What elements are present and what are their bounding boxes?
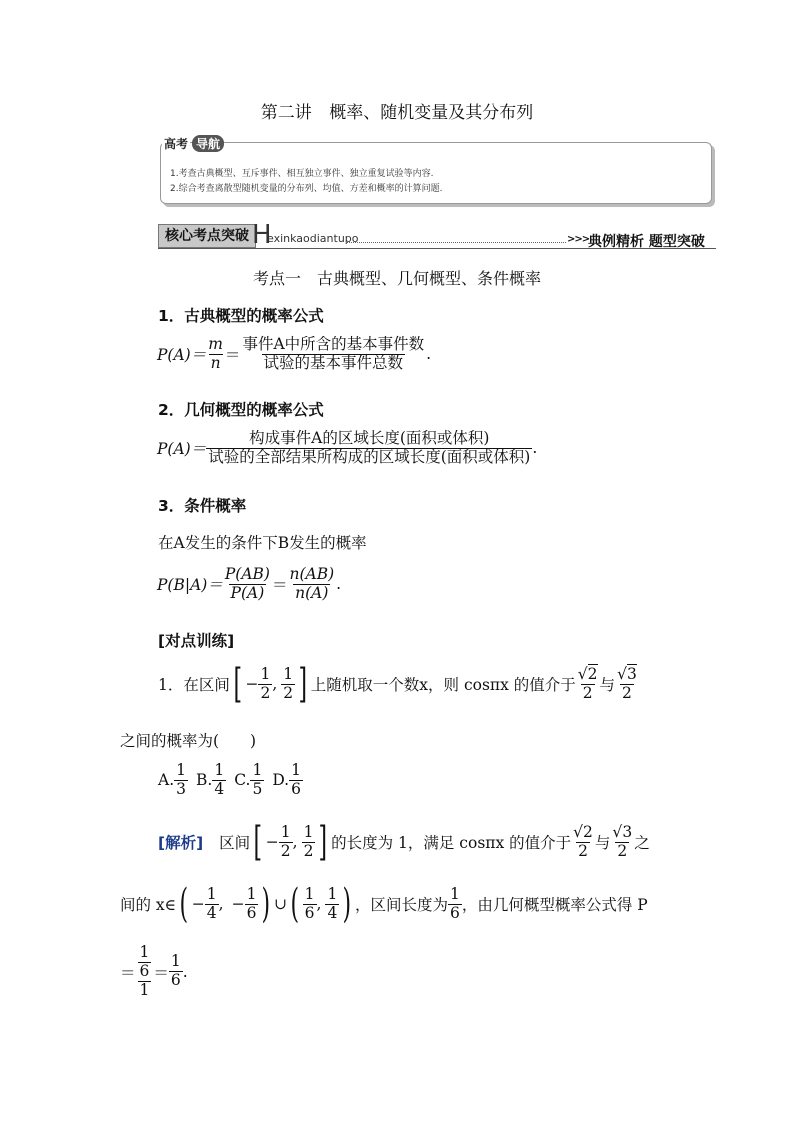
question-1-options (158, 762, 303, 799)
question-1: 1．在区间 [ − $\frac{1}{2}$ , $\frac{1}{2}$ ] 上随机取一个数x，则 cosπx 的值介于 $\frac{√2}{2}$ 与 $\frac{√3}{2}$ (158, 661, 637, 707)
conditional-text: 在A发生的条件下B发生的概率 (158, 534, 367, 552)
guide-tab-part1: 高考 (164, 136, 189, 151)
formula-classical: P(A)＝ $\frac{m}{n}$ ＝ $\frac{\text{事件A中所含的基本事件数}}{\text{试验的基本事件总数}}$ . (157, 335, 432, 372)
lecture-topic: 概率、随机变量及其分布列 (329, 103, 534, 123)
core-banner-arrows: >>> (567, 234, 590, 245)
guide-tab-part2: 导航 (192, 135, 224, 152)
core-banner-right-text: 典例精析 题型突破 (588, 234, 705, 250)
nested-fraction: $\frac{\frac{1}{6}}{1}$ (139, 943, 150, 999)
question-1-line2: 之间的概率为( ) (120, 732, 257, 750)
f1-frac-text: $\frac{\text{事件A中所含的基本事件数}}{\text{试验的基本事件总数}}$ (242, 335, 425, 372)
heading-geometric: 2．几何概型的概率公式 (158, 401, 324, 419)
option-d: D. $\frac{1}{6}$ (272, 761, 301, 798)
exam-guide-tab (162, 134, 224, 152)
practice-heading: [对点训练] (158, 632, 235, 650)
section-title: 考点一 古典概型、几何概型、条件概率 (252, 269, 541, 288)
heading-conditional: 3．条件概率 (158, 497, 247, 515)
formula-conditional: P(B|A)＝ $\frac{P(AB)}{P(A)}$ ＝ $\frac{n(AB)}{n(A)}$ . (157, 565, 342, 602)
formula-geometric: P(A)＝ $\frac{\text{构成事件A的区域长度(面积或体积)}}{\text{试验的全部结果所构成的区域长度(面积或体积)}}$ . (157, 429, 538, 466)
option-a: A. $\frac{1}{3}$ (158, 761, 186, 798)
f2-frac: $\frac{\text{构成事件A的区域长度(面积或体积)}}{\text{试验的全部结果所构成的区域长度(面积或体积)}}$ (208, 429, 531, 466)
analysis-tag: [解析] (158, 834, 204, 852)
core-banner-underline (158, 248, 716, 249)
core-banner-dotted-rule (346, 242, 566, 243)
guide-line-2: 2.综合考查离散型随机变量的分布列、均值、方差和概率的计算问题. (170, 184, 443, 194)
option-b: B. $\frac{1}{4}$ (196, 761, 225, 798)
heading-classical: 1．古典概型的概率公式 (158, 307, 324, 325)
core-banner-logo-text: exinkaodiantupo (267, 232, 359, 245)
lecture-number: 第二讲 (260, 103, 312, 123)
f1-lhs: P(A)＝ (157, 346, 207, 365)
option-c: C. $\frac{1}{5}$ (234, 761, 263, 798)
core-banner-logo-letter: H (252, 220, 272, 250)
analysis-line-3: ＝ $\frac{\frac{1}{6}}{1}$ ＝ $\frac{1}{6}$ . (120, 943, 188, 999)
page-title (0, 98, 794, 123)
core-banner-label: 核心考点突破 (158, 224, 256, 248)
analysis-line-2: 间的 x∈ ( − $\frac{1}{4}$ , − $\frac{1}{6}$ ) ∪ ( $\frac{1}{6}$ , $\frac{1}{4}$ ) ，区间长度为 $\frac{1}{6}$ ，由几何概型概率公式得 P (120, 881, 648, 927)
guide-line-1: 1.考查古典概型、互斥事件、相互独立事件、独立重复试验等内容. (170, 169, 434, 179)
analysis-line-1: [解析] 区间 [ − $\frac{1}{2}$ , $\frac{1}{2}$ ] 的长度为 1，满足 cosπx 的值介于 $\frac{√2}{2}$ 与 $\frac{√3}{2}$ 之 (158, 819, 650, 865)
f1-frac-mn: $\frac{m}{n}$ (208, 335, 223, 372)
